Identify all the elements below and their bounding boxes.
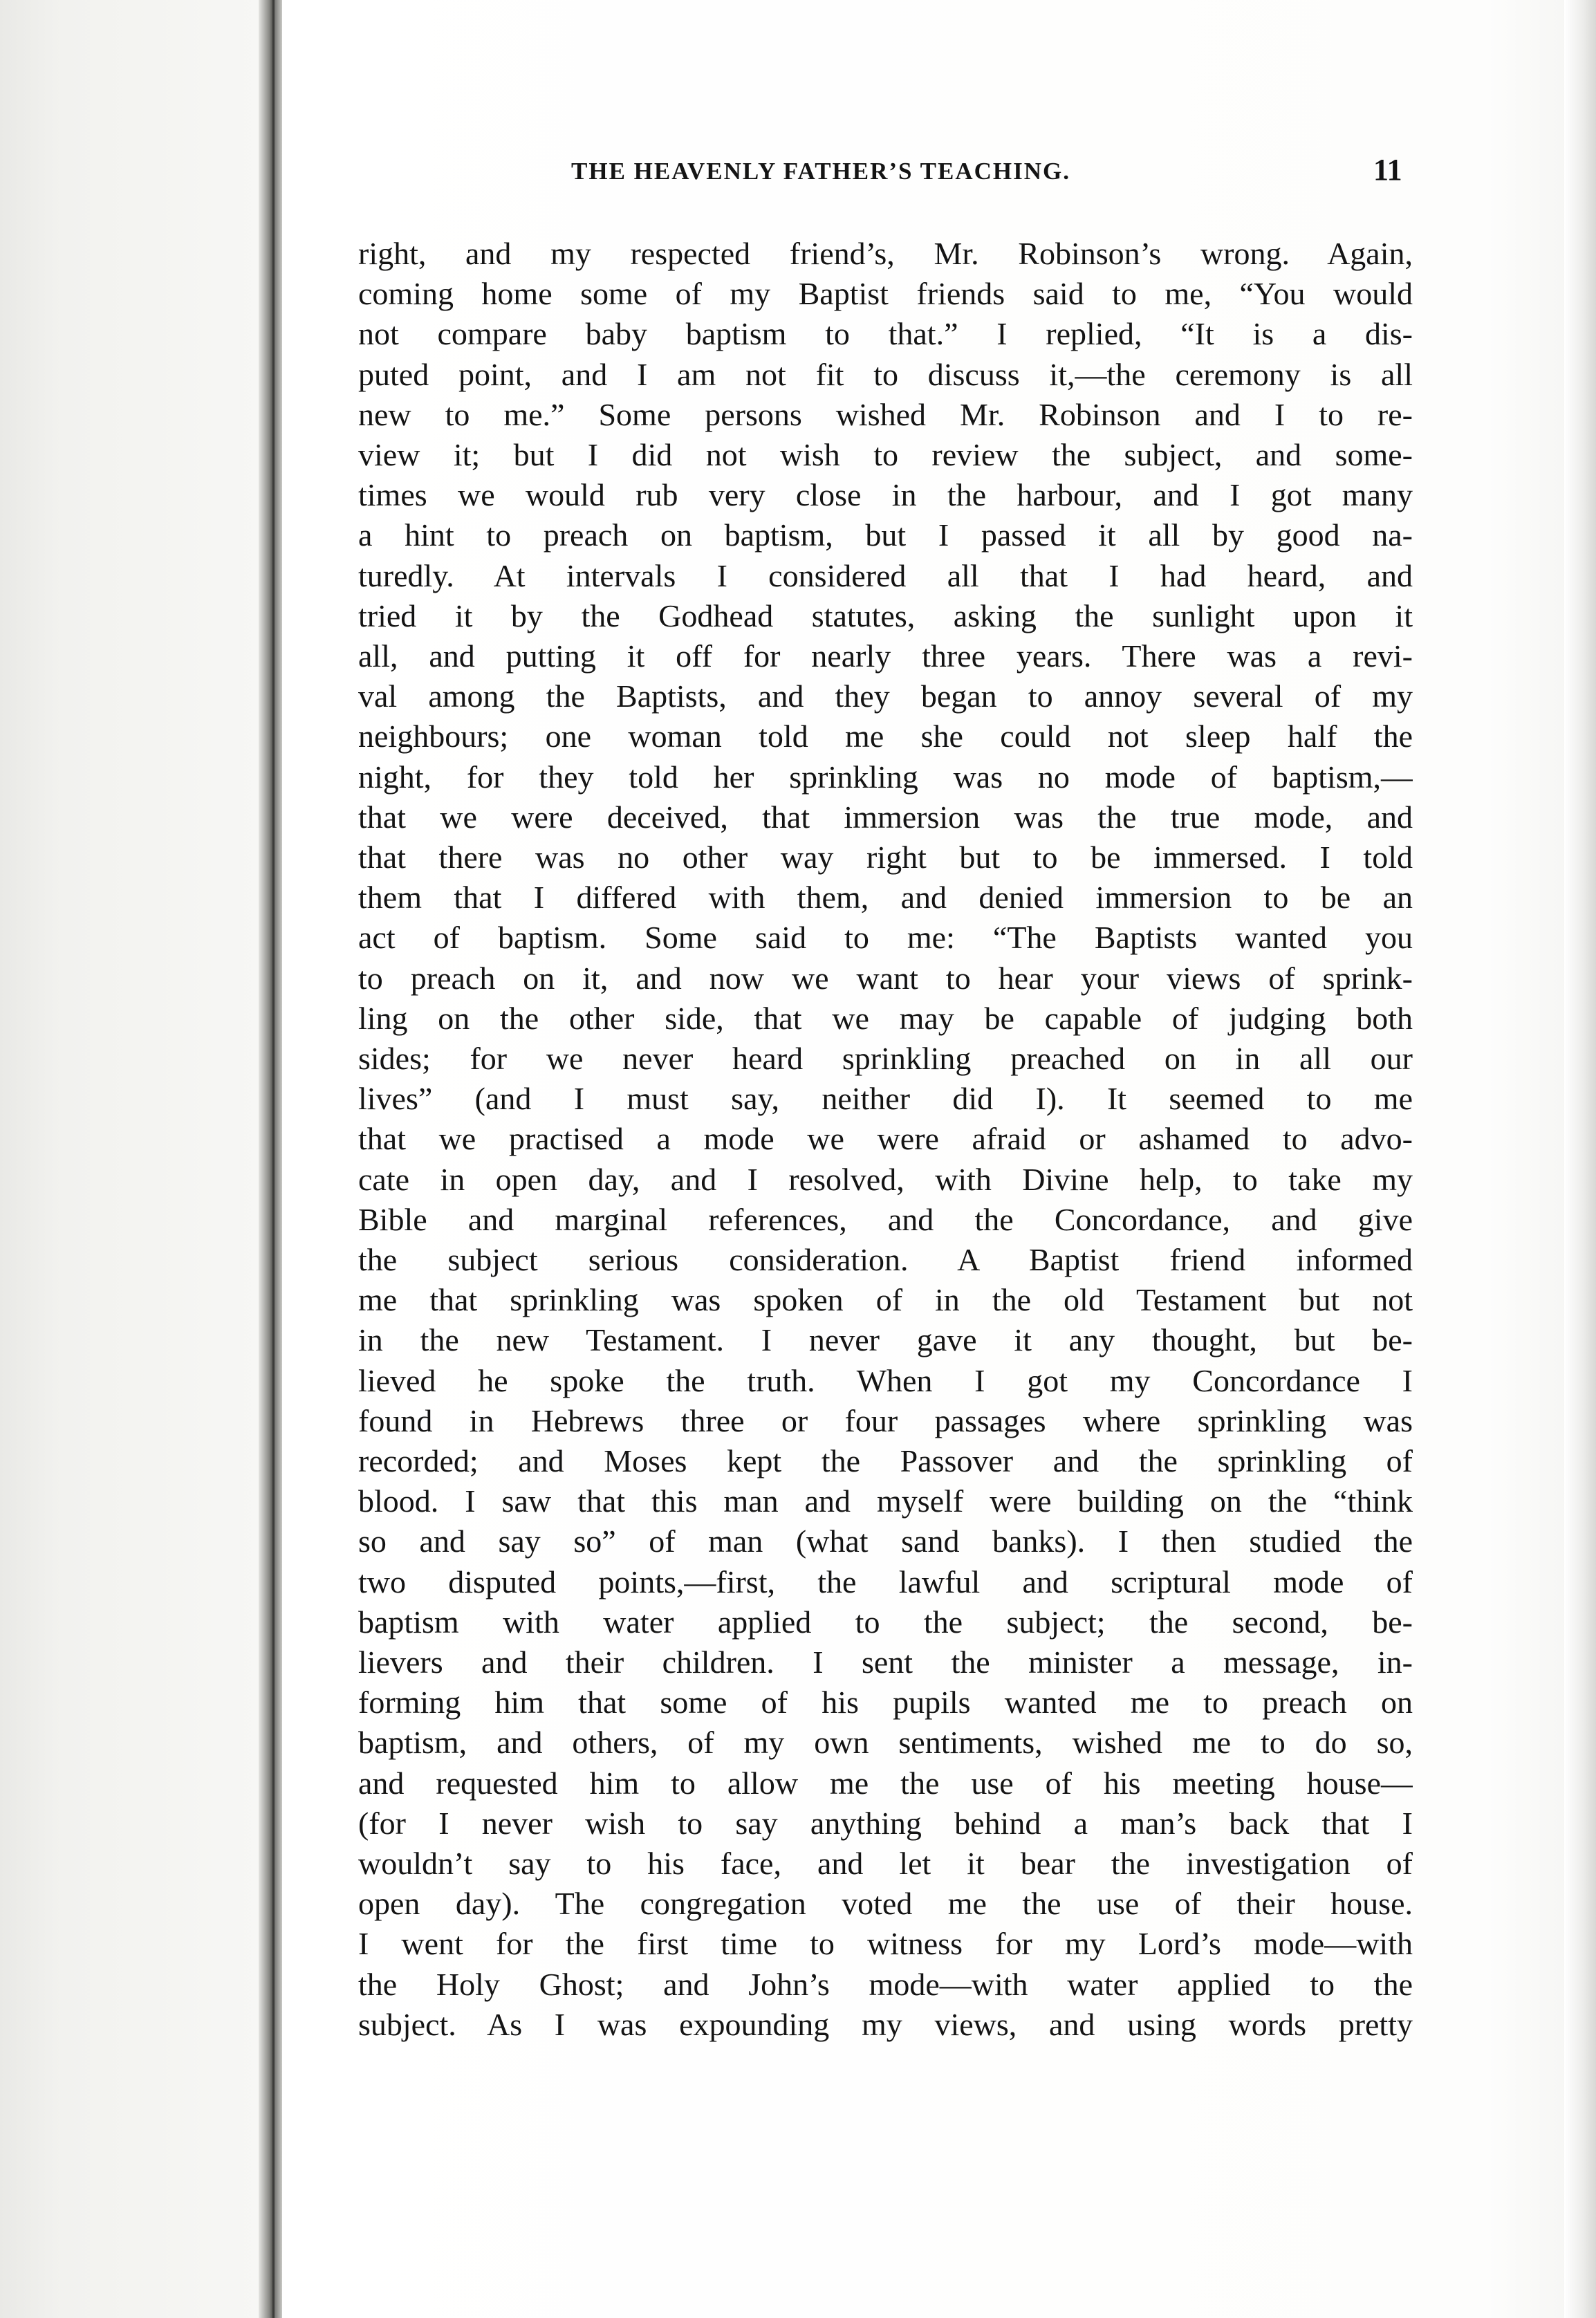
body-line: lives” (and I must say, neither did I). It seemed to me	[358, 1081, 1413, 1117]
body-line: to preach on it, and now we want to hear your views of sprink-	[358, 960, 1413, 996]
gutter-shadow-line	[272, 0, 275, 2318]
body-line: me that sprinkling was spoken of in the old Testament but not	[358, 1282, 1413, 1318]
body-line: recorded; and Moses kept the Passover and the sprinkling of	[358, 1443, 1413, 1478]
body-line: lievers and their children. I sent the minister a message, in-	[358, 1644, 1413, 1680]
body-line: the Holy Ghost; and John’s mode—with water applied to the	[358, 1966, 1413, 2002]
body-line: lieved he spoke the truth. When I got my Concordance I	[358, 1362, 1413, 1398]
body-line: so and say so” of man (what sand banks). I then studied the	[358, 1523, 1413, 1559]
right-page-edge	[1564, 0, 1596, 2318]
body-line: subject. As I was expounding my views, and using words pretty	[358, 2006, 1413, 2042]
body-line: in the new Testament. I never gave it any thought, but be-	[358, 1322, 1413, 1358]
body-line: neighbours; one woman told me she could not sleep half the	[358, 718, 1413, 754]
body-line: right, and my respected friend’s, Mr. Robinson’s wrong. Again,	[358, 236, 1413, 271]
body-line: night, for they told her sprinkling was no mode of baptism,—	[358, 759, 1413, 795]
body-line: cate in open day, and I resolved, with Divine help, to take my	[358, 1161, 1413, 1197]
body-line: that there was no other way right but to be immersed. I told	[358, 840, 1413, 875]
body-line: puted point, and I am not fit to discuss it,—the ceremony is all	[358, 356, 1413, 392]
book-gutter	[259, 0, 282, 2318]
body-line: baptism with water applied to the subject; the second, be-	[358, 1604, 1413, 1640]
body-line: baptism, and others, of my own sentiments, wished me to do so,	[358, 1725, 1413, 1761]
body-line: not compare baby baptism to that.” I replied, “It is a dis-	[358, 316, 1413, 352]
running-header: THE HEAVENLY FATHER’S TEACHING.	[571, 158, 1070, 185]
body-line: I went for the first time to witness for my Lord’s mode—with	[358, 1926, 1413, 1962]
body-line: and requested him to allow me the use of his meeting house—	[358, 1765, 1413, 1801]
left-page-fragment	[0, 0, 259, 2318]
body-line: sides; for we never heard sprinkling preached on in all our	[358, 1041, 1413, 1076]
body-line: new to me.” Some persons wished Mr. Robinson and I to re-	[358, 396, 1413, 432]
body-line: turedly. At intervals I considered all that I had heard, and	[358, 557, 1413, 593]
body-line: times we would rub very close in the harbour, and I got many	[358, 477, 1413, 513]
body-line: view it; but I did not wish to review the subject, and some-	[358, 437, 1413, 472]
body-line: val among the Baptists, and they began to annoy several of my	[358, 678, 1413, 714]
body-line: tried it by the Godhead statutes, asking the sunlight upon it	[358, 597, 1413, 633]
body-line: that we were deceived, that immersion was the true mode, and	[358, 799, 1413, 835]
body-line: a hint to preach on baptism, but I passed it all by good na-	[358, 517, 1413, 553]
body-line: two disputed points,—first, the lawful and scriptural mode of	[358, 1564, 1413, 1600]
body-line: found in Hebrews three or four passages where sprinkling was	[358, 1402, 1413, 1438]
body-line: the subject serious consideration. A Baptist friend informed	[358, 1242, 1413, 1277]
body-line: (for I never wish to say anything behind a man’s back that I	[358, 1805, 1413, 1841]
body-line: wouldn’t say to his face, and let it bear the investigation of	[358, 1846, 1413, 1881]
body-line: ling on the other side, that we may be capable of judging both	[358, 1000, 1413, 1036]
body-line: that we practised a mode we were afraid or ashamed to advo-	[358, 1121, 1413, 1157]
body-line: act of baptism. Some said to me: “The Baptists wanted you	[358, 920, 1413, 956]
body-line: open day). The congregation voted me the use of their house.	[358, 1886, 1413, 1922]
body-line: forming him that some of his pupils wanted me to preach on	[358, 1685, 1413, 1721]
body-line: blood. I saw that this man and myself were building on the “think	[358, 1483, 1413, 1519]
page-number: 11	[1373, 153, 1402, 187]
body-line: them that I differed with them, and denied immersion to be an	[358, 880, 1413, 916]
body-line: Bible and marginal references, and the Concordance, and give	[358, 1201, 1413, 1237]
body-line: coming home some of my Baptist friends said to me, “You would	[358, 276, 1413, 312]
body-line: all, and putting it off for nearly three years. There was a revi-	[358, 638, 1413, 674]
